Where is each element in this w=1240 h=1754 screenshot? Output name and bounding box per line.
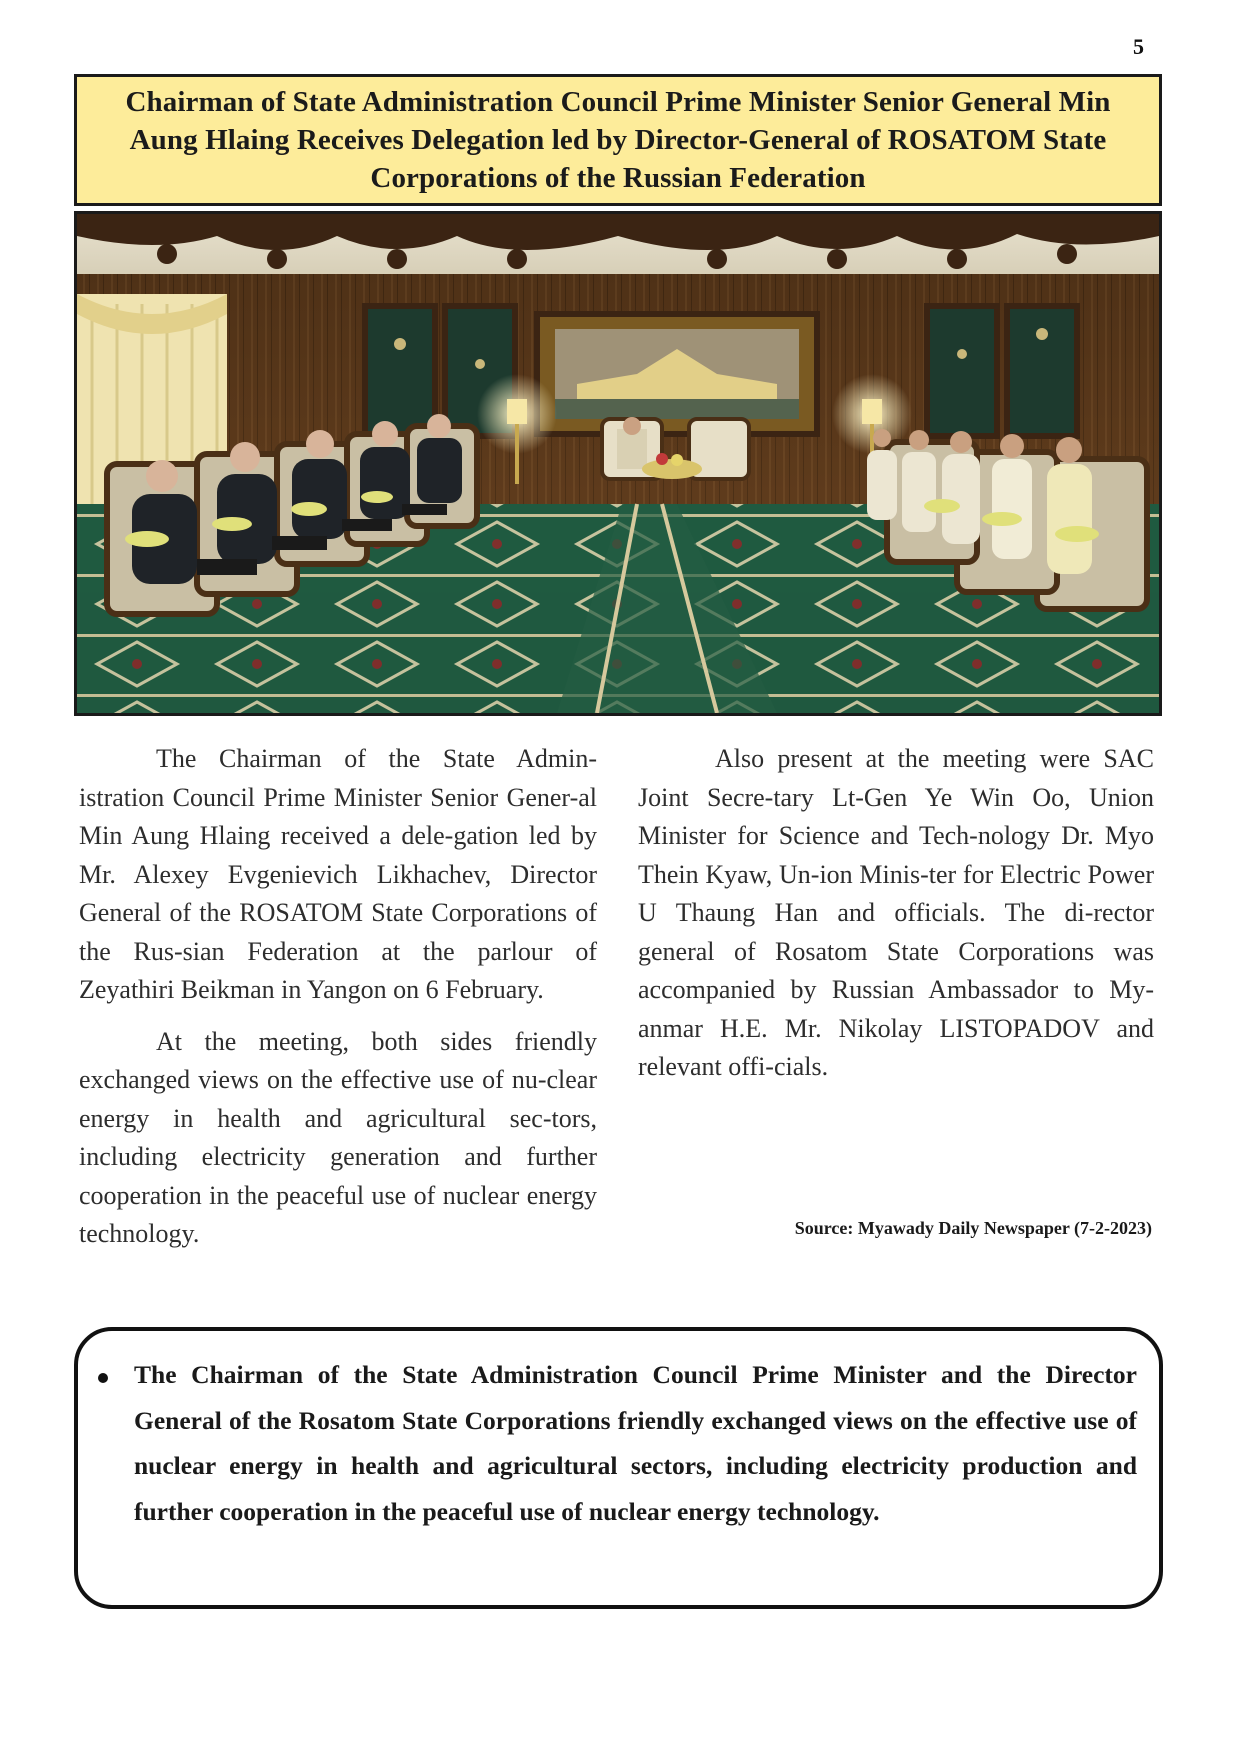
- bullet-icon: [98, 1373, 108, 1383]
- article-left-column: [79, 740, 597, 1254]
- article-paragraph: The Chairman of the State Admin-istration Council Prime Minister Senior Gener-al Min Aung Hlaing received a dele-gation led by Mr. Alexey Evgenievich Likhachev, Director General of the ROSATOM State Corporations of the Rus-sian Federation at the parlour of Zeyathiri Beikman in Yangon on 6 February.: [79, 744, 597, 1004]
- article-right-column: [638, 740, 1154, 1087]
- summary-box: [74, 1327, 1163, 1609]
- article-title: Chairman of State Administration Council Prime Minister Senior General Min Aung Hlaing Receives Delegation led by Director-General of ROSATOM State Corporations of the Russian Federation: [125, 86, 1111, 194]
- meeting-photo: [74, 211, 1162, 716]
- article-paragraph: At the meeting, both sides friendly exchanged views on the effective use of nu-clear energy in health and agricultural sec-tors, including electricity generation and further cooperation in the peaceful use of nuclear energy technology.: [79, 1026, 597, 1248]
- summary-text: The Chairman of the State Administration Council Prime Minister and the Director General of the Rosatom State Corporations friendly exchanged views on the effective use of nuclear energy in health and agricultural sectors, including electricity production and further cooperation in the peaceful use of nuclear energy technology.: [134, 1360, 1137, 1526]
- title-box: [74, 74, 1162, 206]
- page-number: 5: [1133, 34, 1144, 59]
- source-credit: Source: Myawady Daily Newspaper (7-2-2023): [794, 1218, 1152, 1238]
- article-paragraph: Also present at the meeting were SAC Joint Secre-tary Lt-Gen Ye Win Oo, Union Minister for Science and Tech-nology Dr. Myo Thein Kyaw, Un-ion Minis-ter for Electric Power U Thaung Han and officials. The di-rector general of Rosatom State Corporations was accompanied by Russian Ambassador to My-anmar H.E. Mr. Nikolay LISTOPADOV and relevant offi-cials.: [638, 744, 1154, 1081]
